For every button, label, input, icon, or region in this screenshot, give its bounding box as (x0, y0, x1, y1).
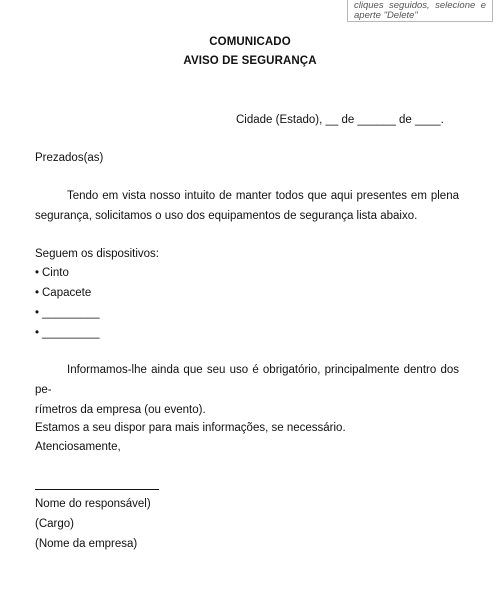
paragraph-mandatory-use (35, 360, 459, 420)
list-item (35, 303, 100, 323)
signer-name: Nome do responsável) (35, 498, 151, 510)
paragraph-security-request (35, 186, 459, 226)
bullet: • (35, 307, 40, 319)
device-label: Capacete (42, 287, 92, 299)
device-label: Cinto (42, 267, 69, 279)
signer-role: (Cargo) (35, 518, 74, 530)
instruction-note (347, 0, 493, 22)
closing: Atenciosamente, (35, 441, 121, 453)
paragraph-line: Informamos-lhe ainda que seu uso é obrigatório, principalmente dentro dos pe- (35, 364, 459, 396)
list-item (35, 323, 100, 343)
bullet: • (35, 287, 40, 299)
bullet: • (35, 327, 40, 339)
bullet: • (35, 267, 40, 279)
paragraph-line: rímetros da empresa (ou evento). (35, 404, 206, 416)
list-item (35, 263, 100, 283)
device-blank: _________ (42, 327, 100, 339)
instruction-note-line-1: cliques seguidos, selecione e (354, 0, 486, 11)
document-title: COMUNICADO (209, 36, 291, 48)
greeting: Prezados(as) (35, 152, 104, 164)
list-item (35, 283, 100, 303)
instruction-note-line-2: aperte "Delete" (354, 10, 418, 21)
paragraph-line: Tendo em vista nosso intuito de manter todos que aqui presentes em plena (67, 190, 459, 202)
signer-company: (Nome da empresa) (35, 538, 138, 550)
devices-list (35, 263, 100, 343)
date-line: Cidade (Estado), __ de ______ de ____. (236, 114, 444, 126)
devices-intro: Seguem os dispositivos: (35, 248, 160, 260)
availability-text: Estamos a seu dispor para mais informações, se necessário. (35, 422, 346, 434)
device-blank: _________ (42, 307, 100, 319)
signature-line (35, 489, 159, 490)
document-subtitle: AVISO DE SEGURANÇA (183, 55, 317, 67)
paragraph-line: segurança, solicitamos o uso dos equipamentos de segurança lista abaixo. (35, 210, 418, 222)
